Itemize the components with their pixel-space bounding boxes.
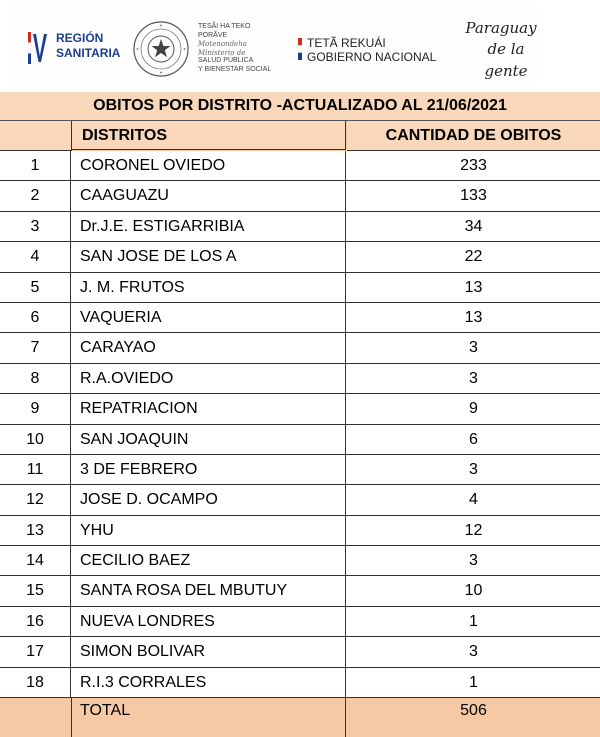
district-name: SANTA ROSA DEL MBUTUY <box>72 576 346 605</box>
ministry-line-2: PORÃVE <box>198 31 228 39</box>
district-name: SAN JOAQUIN <box>72 425 346 454</box>
death-count: 13 <box>464 278 483 296</box>
district-name: R.I.3 CORRALES <box>72 668 346 697</box>
table-row <box>0 273 600 303</box>
paraguay-de-la-gente-logo <box>463 18 539 78</box>
table-row <box>0 637 600 667</box>
column-header-district: DISTRITOS <box>72 121 346 150</box>
row-number: 11 <box>0 455 71 484</box>
table-row <box>0 668 600 698</box>
death-count: 1 <box>469 612 478 630</box>
death-count: 1 <box>469 673 478 691</box>
row-number: 14 <box>0 546 71 575</box>
table-row <box>0 181 600 211</box>
row-number: 17 <box>0 637 71 666</box>
district-name: CARAYAO <box>72 333 346 362</box>
district-name: SAN JOSE DE LOS A <box>72 242 346 271</box>
slogan-line-2: de la gente <box>484 40 528 80</box>
table-row <box>0 242 600 272</box>
row-number: 1 <box>0 151 71 180</box>
row-number: 10 <box>0 425 71 454</box>
gov-line-1: TETÃ REKUÁI <box>307 36 386 50</box>
death-count: 3 <box>469 369 478 387</box>
row-number: 3 <box>0 212 71 241</box>
total-number-cell <box>0 698 72 737</box>
district-name: Dr.J.E. ESTIGARRIBIA <box>72 212 346 241</box>
row-number: 15 <box>0 576 71 605</box>
death-count: 12 <box>464 521 483 539</box>
table-row <box>0 333 600 363</box>
region-flag-icon <box>28 32 54 64</box>
district-name: YHU <box>72 516 346 545</box>
district-name: J. M. FRUTOS <box>72 273 346 302</box>
district-name: NUEVA LONDRES <box>72 607 346 636</box>
deaths-table <box>0 92 600 737</box>
district-name: 3 DE FEBRERO <box>72 455 346 484</box>
table-body <box>0 151 600 698</box>
death-count: 133 <box>460 187 487 205</box>
ministry-line-4: Ministerio de <box>198 48 246 57</box>
flag-stripe-icon <box>298 38 302 60</box>
total-row <box>0 698 600 737</box>
death-count: 10 <box>464 582 483 600</box>
death-count: 3 <box>469 643 478 661</box>
death-count: 3 <box>469 460 478 478</box>
table-row <box>0 607 600 637</box>
death-count: 3 <box>469 339 478 357</box>
region-logo-line-1: REGIÓN <box>56 31 104 45</box>
table-row <box>0 546 600 576</box>
slogan-line-1: Paraguay <box>465 19 537 37</box>
column-header-number <box>0 121 72 151</box>
table-row <box>0 303 600 333</box>
ministry-line-6: Y BIENESTAR SOCIAL <box>198 65 272 73</box>
row-number: 12 <box>0 485 71 514</box>
death-count: 3 <box>469 552 478 570</box>
table-row <box>0 212 600 242</box>
row-number: 6 <box>0 303 71 332</box>
table-row <box>0 485 600 515</box>
table-title: OBITOS POR DISTRITO -ACTUALIZADO AL 21/06/2021 <box>0 92 600 121</box>
row-number: 4 <box>0 242 71 271</box>
district-name: JOSE D. OCAMPO <box>72 485 346 514</box>
ministry-line-5: SALUD PÚBLICA <box>198 57 254 64</box>
death-count: 9 <box>469 400 478 418</box>
death-count: 22 <box>464 248 483 266</box>
table-row <box>0 516 600 546</box>
death-count: 233 <box>460 157 487 174</box>
gov-line-2: GOBIERNO NACIONAL <box>307 50 437 64</box>
row-number: 7 <box>0 333 71 362</box>
ministry-name <box>198 23 271 74</box>
ministry-line-3: Motenondeha <box>198 40 247 48</box>
total-value: 506 <box>460 702 487 719</box>
header <box>0 0 600 88</box>
row-number: 18 <box>0 668 71 697</box>
district-name: CAAGUAZU <box>72 181 346 210</box>
district-name: SIMON BOLIVAR <box>72 637 346 666</box>
total-label: TOTAL <box>72 698 346 737</box>
row-number: 2 <box>0 181 71 210</box>
ministry-line-1: TESÃI HA TEKO <box>198 23 251 30</box>
table-row <box>0 425 600 455</box>
row-number: 5 <box>0 273 71 302</box>
death-count: 34 <box>464 217 483 235</box>
district-name: VAQUERIA <box>72 303 346 332</box>
row-number: 13 <box>0 516 71 545</box>
death-count: 6 <box>469 430 478 448</box>
row-number: 9 <box>0 394 71 423</box>
logo-banner <box>8 4 540 84</box>
row-number: 16 <box>0 607 71 636</box>
table-row <box>0 151 600 181</box>
ministry-seal-icon <box>132 20 190 78</box>
table-row <box>0 364 600 394</box>
column-header-count: CANTIDAD DE OBITOS <box>347 121 600 151</box>
table-row <box>0 455 600 485</box>
district-name: CECILIO BAEZ <box>72 546 346 575</box>
table-row <box>0 576 600 606</box>
row-number: 8 <box>0 364 71 393</box>
district-name: REPATRIACION <box>72 394 346 423</box>
table-row <box>0 394 600 424</box>
district-name: R.A.OVIEDO <box>72 364 346 393</box>
death-count: 4 <box>469 491 478 509</box>
region-logo-line-2: SANITARIA <box>56 46 121 60</box>
district-name: CORONEL OVIEDO <box>72 151 346 180</box>
death-count: 13 <box>464 308 483 326</box>
